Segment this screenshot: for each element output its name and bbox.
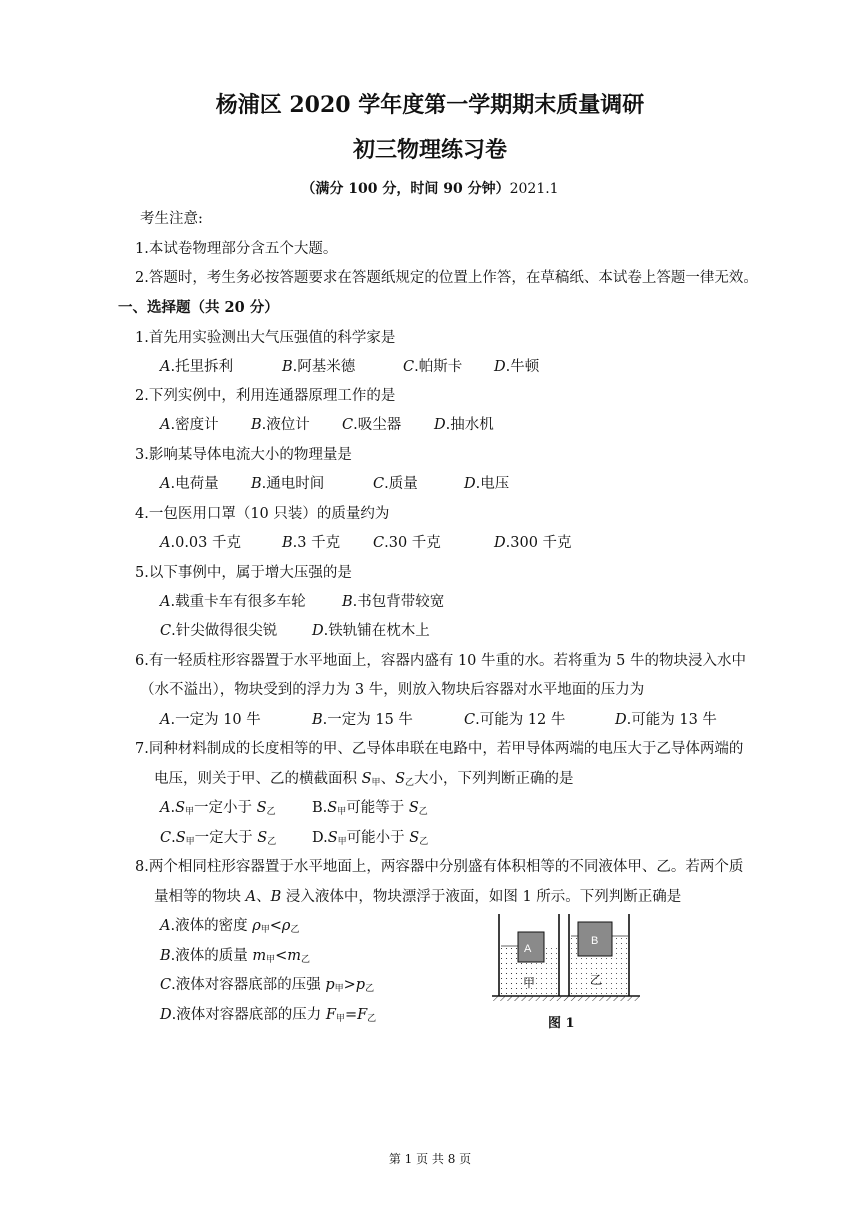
- figure-caption: 图 1: [548, 1016, 575, 1031]
- q3-option-d: D.电压: [464, 476, 510, 492]
- q3-option-b: B.通电时间: [251, 476, 325, 492]
- q7-option-a: $A.S_甲$一定小于 $S_乙$: [160, 800, 276, 817]
- section-heading: 一、选择题（共 20 分）: [118, 299, 279, 316]
- block-a-label: A: [524, 943, 532, 955]
- q8-option-c: C.液体对容器底部的压强 $p_甲>p_乙$: [160, 977, 375, 994]
- q2-option-a: A.密度计: [160, 417, 219, 433]
- q2-stem: 2.下列实例中，利用连通器原理工作的是: [135, 388, 396, 404]
- q1-option-c: C.帕斯卡: [403, 359, 463, 375]
- q2-option-d: D.抽水机: [434, 417, 494, 433]
- q4-option-b: B.3 千克: [282, 535, 341, 551]
- q6-option-d: D.可能为 13 牛: [615, 712, 717, 728]
- q6-option-b: B.一定为 15 牛: [312, 712, 413, 728]
- exam-date: 2021.1: [509, 181, 559, 197]
- q2-option-c: C.吸尘器: [342, 417, 402, 433]
- liquid-yi-label: 乙: [590, 973, 603, 987]
- liquid-jia-label: 甲: [523, 976, 536, 990]
- score-time-note: （满分 100 分，时间 90 分钟）: [301, 181, 510, 197]
- page-footer: 第 1 页 共 8 页: [388, 1152, 472, 1166]
- exam-title: 杨浦区 2020 学年度第一学期期末质量调研: [215, 92, 645, 118]
- q7-option-c: $C.S_甲$一定大于 $S_乙$: [160, 830, 277, 847]
- q7-stem-line-2: 电压，则关于甲、乙的横截面积 $S_甲$、$S_乙$大小，下列判断正确的是: [154, 771, 574, 788]
- q7-stem-line-1: 7.同种材料制成的长度相等的甲、乙导体串联在电路中，若甲导体两端的电压大于乙导体两端的: [135, 741, 744, 757]
- q8-option-a: A.液体的密度 $\rho_甲<\rho_乙$: [160, 918, 300, 935]
- q5-option-c: C.针尖做得很尖锐: [160, 623, 278, 639]
- block-b-label: B: [591, 935, 599, 947]
- q6-stem-line-2: （水不溢出），物块受到的浮力为 3 牛，则放入物块后容器对水平地面的压力为: [140, 682, 645, 698]
- q7-option-b: $B.S_甲$可能等于 $S_乙$: [312, 800, 428, 817]
- q6-option-a: A.一定为 10 牛: [160, 712, 261, 728]
- q4-stem: 4.一包医用口罩（10 只装）的质量约为: [135, 506, 390, 522]
- q5-option-b: B.书包背带较宽: [342, 594, 445, 610]
- q4-option-c: C.30 千克: [373, 535, 441, 551]
- q5-option-d: D.铁轨铺在枕木上: [312, 623, 430, 639]
- q5-stem: 5.以下事例中，属于增大压强的是: [135, 565, 352, 581]
- q3-stem: 3.影响某导体电流大小的物理量是: [135, 447, 352, 463]
- q8-option-b: B.液体的质量 $m_甲<m_乙$: [160, 948, 311, 965]
- q8-option-d: D.液体对容器底部的压力 $F_甲=F_乙$: [160, 1007, 377, 1024]
- q4-option-a: A.0.03 千克: [160, 535, 241, 551]
- q3-option-a: A.电荷量: [160, 476, 219, 492]
- notes-heading: 考生注意:: [140, 211, 203, 227]
- q7-option-d: $D.S_甲$可能小于 $S_乙$: [312, 830, 429, 847]
- q1-option-b: B.阿基米德: [282, 359, 356, 375]
- ground-hatch: [492, 996, 640, 1001]
- q6-option-c: C.可能为 12 牛: [464, 712, 566, 728]
- note-item-1: 1.本试卷物理部分含五个大题。: [135, 241, 338, 257]
- exam-meta: [0, 178, 860, 198]
- q1-option-d: D.牛顿: [494, 359, 540, 375]
- q2-option-b: B.液位计: [251, 417, 310, 433]
- q5-option-a: A.载重卡车有很多车轮: [160, 594, 306, 610]
- q1-option-a: A.托里拆利: [160, 359, 234, 375]
- q8-stem-line-2: 量相等的物块 A、B 浸入液体中，物块漂浮于液面，如图 1 所示。下列判断正确是: [154, 889, 682, 905]
- exam-subtitle: 初三物理练习卷: [352, 137, 507, 163]
- q1-stem: 1.首先用实验测出大气压强值的科学家是: [135, 330, 396, 346]
- q8-stem-line-1: 8.两个相同柱形容器置于水平地面上，两容器中分别盛有体积相等的不同液体甲、乙。若两个质: [135, 859, 744, 875]
- q4-option-d: D.300 千克: [494, 535, 572, 551]
- q3-option-c: C.质量: [373, 476, 418, 492]
- note-item-2: 2.答题时，考生务必按答题要求在答题纸规定的位置上作答，在草稿纸、本试卷上答题一律无效。: [135, 270, 758, 286]
- q6-stem-line-1: 6.有一轻质柱形容器置于水平地面上，容器内盛有 10 牛重的水。若将重为 5 牛的物块浸入水中: [135, 653, 746, 669]
